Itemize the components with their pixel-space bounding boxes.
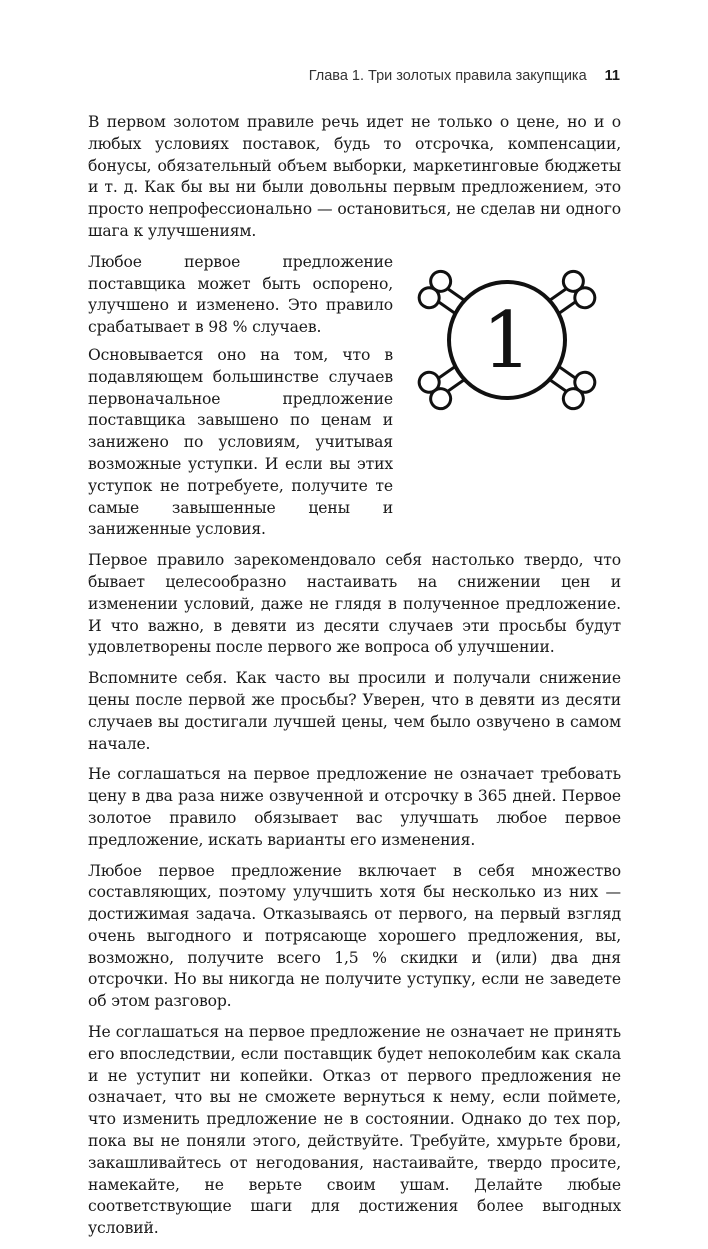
emblem-digit: 1 (482, 295, 532, 386)
paragraph: Любое первое предложение поставщика может быть оспорено, улучшено и изменено. Это правило срабатывает в 98 % случаев. (88, 252, 393, 337)
running-header (309, 68, 620, 84)
paragraph: В первом золотом правиле речь идет не только о цене, но и о любых условиях поставок, будь то отсрочка, компенсации, бонусы, обязательный объем выборки, маркетинговые бюджеты и т. д. Как бы вы ни были довольны первым предложением, это просто непрофессионально — остановиться, не сделав ни одного шага к улучшениям. (88, 113, 621, 240)
emblem-wrap-block (88, 252, 621, 550)
emblem-graphic (409, 260, 605, 420)
paragraph: Основывается оно на том, что в подавляющем большинстве случаев первоначальное предложение поставщика завышено по ценам и занижено по условиям, учитывая возможные уступки. И если вы этих уступок не потребуете, получите те самые завышенные цены и заниженные условия. (88, 345, 393, 539)
paragraph: Любое первое предложение включает в себя множество составляющих, поэтому улучшить хотя бы несколько из них — достижимая задача. Отказываясь от первого, на первый взгляд очень выгодного и потрясающе хорошего предложения, вы, возможно, получите всего 1,5 % скидки и (или) два дня отсрочки. Но вы никогда не получите уступку, если не заведете об этом разговор. (88, 861, 621, 1011)
paragraph: Первое правило зарекомендовало себя настолько твердо, что бывает целесообразно настаивать на снижении цен и изменении условий, даже не глядя в полученное предложение. И что важно, в девяти из десяти случаев эти просьбы будут удовлетворены после первого же вопроса об улучшении. (88, 551, 621, 657)
page-number: 11 (604, 68, 620, 84)
paragraph: Вспомните себя. Как часто вы просили и получали снижение цены после первой же просьбы? Уверен, что в девяти из десяти случаев вы достигали лучшей цены, чем было озвучено в самом начале. (88, 669, 621, 753)
paragraph: Не соглашаться на первое предложение не означает не принять его впоследствии, если поставщик будет непоколебим как скала и не уступит ни копейки. Отказ от первого предложения не означает, что вы не сможете вернуться к нему, если поймете, что изменить предложение не в состоянии. Однако до тех пор, пока вы не поняли этого, действуйте. Требуйте, хмурьте брови, закашливайтесь от негодования, настаивайте, твердо просите, намекайте, не верьте своим ушам. Делайте любые соответствующие шаги для достижения более выгодных условий. (88, 1023, 621, 1238)
page-body (88, 112, 621, 1249)
chapter-title: Глава 1. Три золотых правила закупщика (308, 68, 587, 84)
crossed-bones-circle-icon (393, 252, 621, 420)
wrap-text-column (88, 252, 393, 550)
paragraph: Не соглашаться на первое предложение не означает требовать цену в два раза ниже озвученной и отсрочку в 365 дней. Первое золотое правило обязывает вас улучшать любое первое предложение, искать варианты его изменения. (88, 765, 621, 849)
